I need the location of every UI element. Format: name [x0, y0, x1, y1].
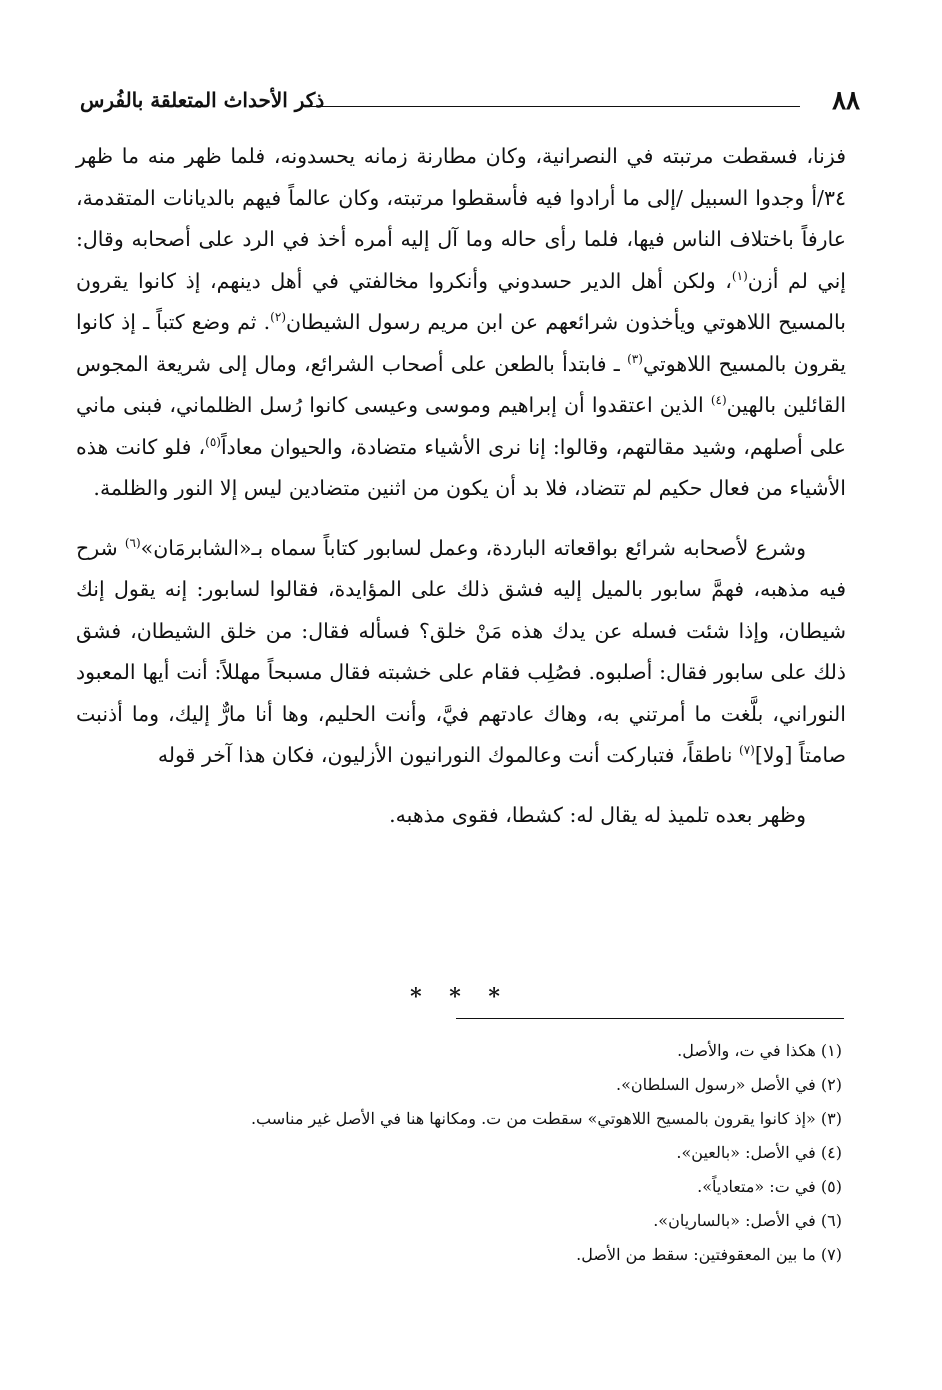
- footnote-ref-6[interactable]: (٦): [124, 535, 141, 550]
- footnote-3: (٣) «إذ كانوا يقرون بالمسيح اللاهوتي» سقطت من ت. ومكانها هنا في الأصل غير مناسب.: [250, 1109, 842, 1128]
- footnote-5: (٥) في ت: «متعادياً».: [697, 1177, 842, 1196]
- footnote-rule: [456, 1018, 844, 1019]
- paragraph-2-text-3: ناطقاً، فتباركت أنت وعالموك النورانيون الأزليون، فكان هذا آخر قوله: [157, 743, 739, 767]
- footnote-6: (٦) في الأصل: «بالساريان».: [653, 1211, 842, 1230]
- paragraph-2-text-2: شرح فيه مذهبه، فهمَّ سابور بالميل إليه فشق ذلك على المؤايدة، فقالوا لسابور: إنه يقول إنك شيطان، وإذا شئت فسله عن يدك هذه مَنْ خلق؟ فسأله فقال: من خلق الشيطان، فشق ذلك على سابور فقال: أصلبوه. فصُلِب فقام على خشبته فقال مسبحاً مهللاً: أنت أيها المعبود النوراني، بلَّغت ما أمرتني به، وهاك عادتهم فيَّ، وأنت الحليم، وها أنا مارٌّ إليك، وما أذنبت صامتاً [ولا]: [76, 535, 846, 767]
- paragraph-1-text-6: الذين اعتقدوا أن إبراهيم وموسى وعيسى كانوا رُسل الظلماني، فبنى ماني على أصلهم، وشيد مقالتهم، وقالوا: إنا نرى الأشياء متضادة، والحيوان معاداً: [76, 393, 846, 459]
- section-separator: * * *: [410, 984, 510, 1010]
- paragraph-1-text-3: ، ولكن أهل الدير حسدوني وأنكروا مخالفتي في أهل دينهم، إذ كانوا يقرون بالمسيح اللاهوتي ويأخذون شرائعهم عن ابن مريم رسول الشيطان: [76, 268, 846, 334]
- footnote-ref-3[interactable]: (٣): [627, 351, 643, 366]
- footnote-ref-1[interactable]: (١): [731, 268, 748, 283]
- manuscript-folio-marker: ٣٤/أ: [811, 185, 846, 210]
- footnote-4: (٤) في الأصل: «بالعين».: [676, 1143, 842, 1162]
- footnote-ref-4[interactable]: (٤): [710, 393, 727, 408]
- paragraph-1-text-7: ، فلو كانت هذه الأشياء من فعال حكيم لم تتضاد، فلا بد أن يكون من اثنين متضادين ليس إلا النور والظلمة.: [76, 434, 846, 500]
- footnote-1: (١) هكذا في ت، والأصل.: [677, 1041, 842, 1060]
- footnotes: [82, 1034, 842, 1272]
- footnote-ref-7[interactable]: (٧): [739, 743, 755, 758]
- paragraph-1: [76, 136, 846, 510]
- paragraph-1-text-4: . ثم وضع كتباً ـ إذ كانوا يقرون بالمسيح اللاهوتي: [76, 310, 846, 376]
- running-title: ذكر الأحداث المتعلقة بالفُرس: [80, 88, 325, 112]
- footnote-ref-5[interactable]: (٥): [205, 434, 221, 449]
- paragraph-1-text-5: ـ فابتدأ بالطعن على أصحاب الشرائع، ومال إلى شريعة المجوس القائلين بالهين: [76, 351, 847, 417]
- main-text: [76, 136, 846, 836]
- paragraph-3: وظهر بعده تلميذ له يقال له: كشطا، فقوى مذهبه.: [389, 802, 806, 827]
- paragraph-1-text-1: فزنا، فسقطت مرتبته في النصرانية، وكان مطارنة زمانه يحسدونه، فلما ظهر منه ما ظهر: [76, 144, 846, 168]
- header-rule: [305, 106, 800, 107]
- paragraph-2: [76, 528, 846, 777]
- paragraph-2-text-1: وشرع لأصحابه شرائع بواقعاته الباردة، وعمل لسابور كتاباً سماه بـ«الشابرمَان»: [140, 535, 806, 560]
- page-header: [80, 86, 860, 122]
- footnote-7: (٧) ما بين المعقوفتين: سقط من الأصل.: [576, 1245, 842, 1264]
- footnote-2: (٢) في الأصل «رسول السلطان».: [615, 1075, 842, 1094]
- paragraph-1-text-2: وجدوا السبيل /إلى ما أرادوا فيه فأسقطوا مرتبته، وكان عالماً فيهم بالديانات المتقدمة، عارفاً باختلاف الناس فيها، فلما رأى حاله وما آل إليه أمره أخذ في الرد على أصحابه وقال: إني لم أزن: [76, 185, 847, 293]
- page-number: ٨٨: [832, 86, 860, 116]
- footnote-ref-2[interactable]: (٢): [270, 310, 286, 325]
